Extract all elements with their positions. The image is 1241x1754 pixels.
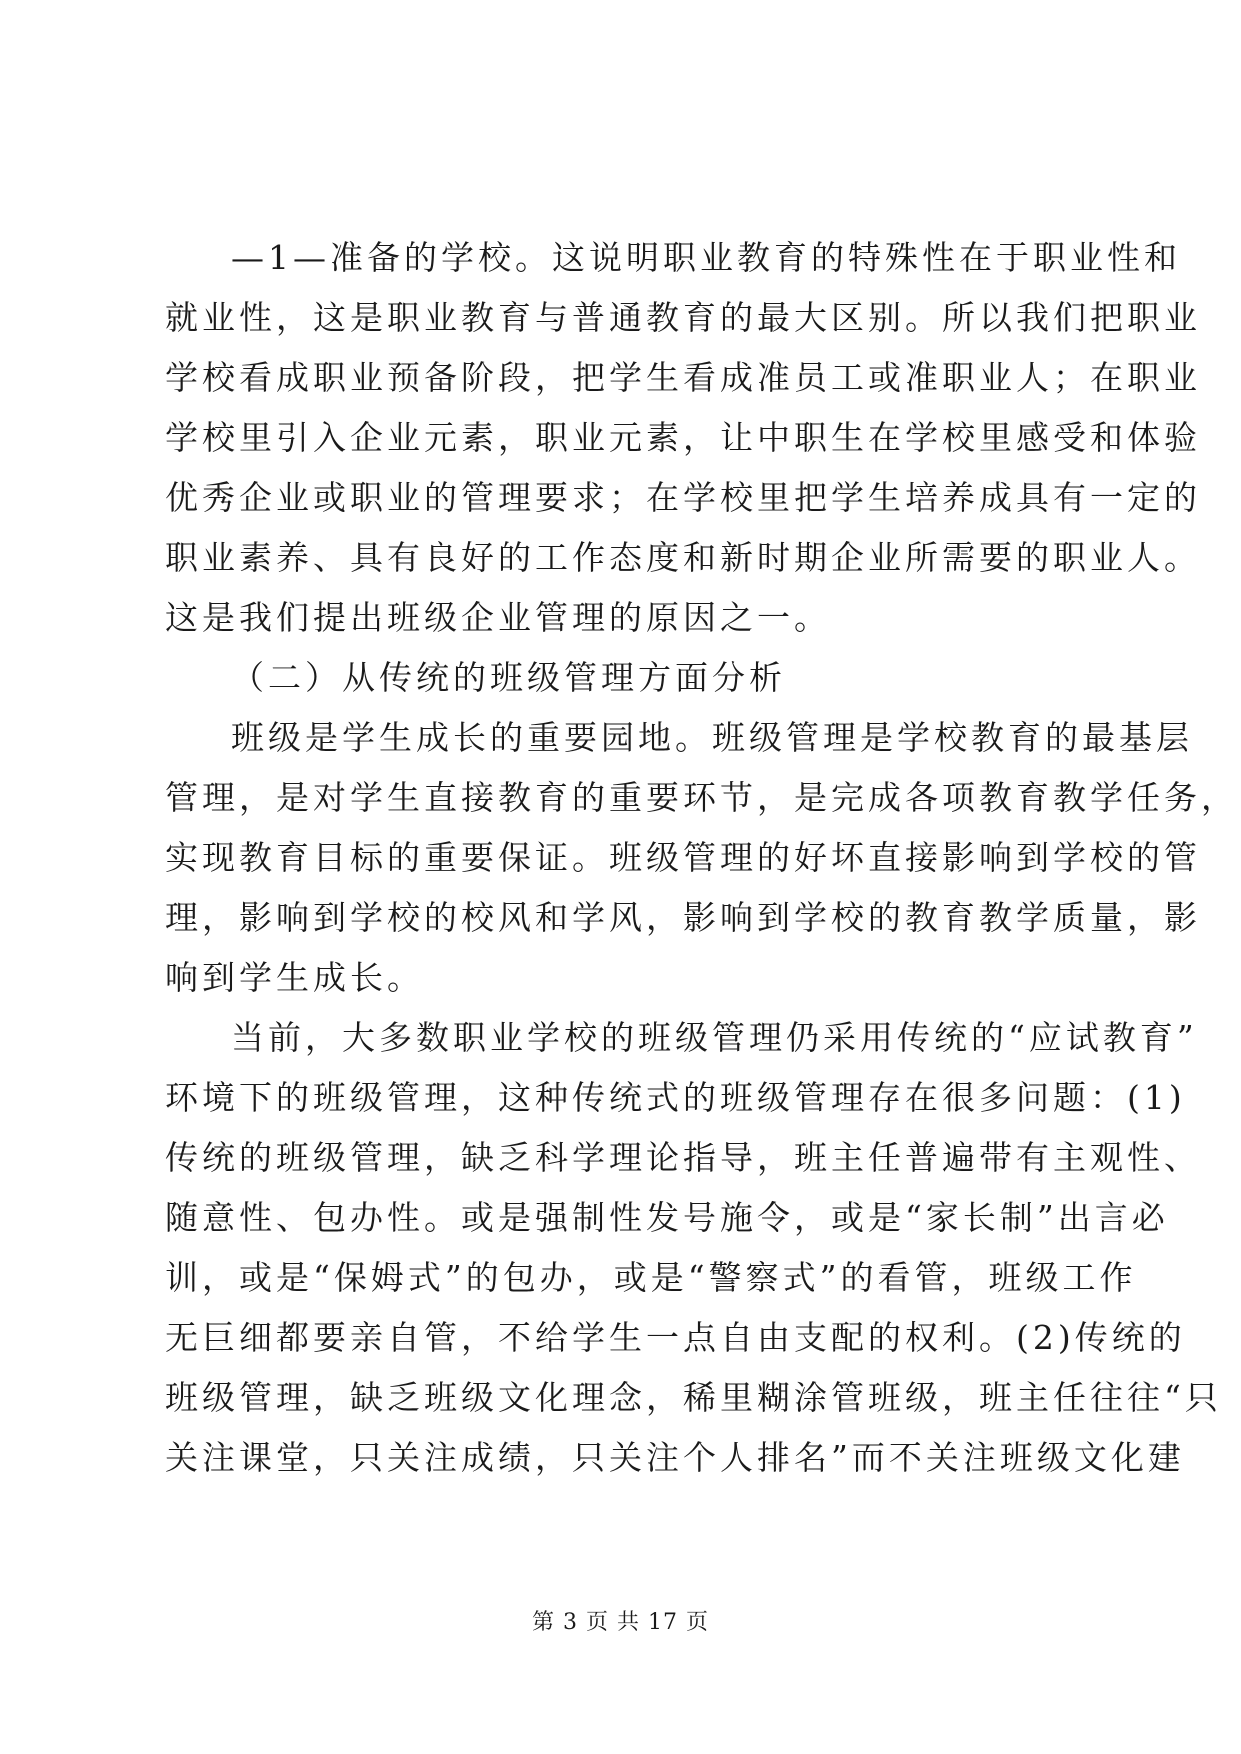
text-line: 响到学生成长。 [165, 958, 424, 997]
text-line: —1—准备的学校。这说明职业教育的特殊性在于职业性和 [231, 238, 1181, 277]
text-line: 理，影响到学校的校风和学风，影响到学校的教育教学质量，影 [165, 898, 1201, 937]
text-line: 班级管理，缺乏班级文化理念，稀里糊涂管班级，班主任往往“只 [165, 1378, 1222, 1417]
text-line: 学校看成职业预备阶段，把学生看成准员工或准职业人；在职业 [165, 358, 1201, 397]
text-line: 班级是学生成长的重要园地。班级管理是学校教育的最基层 [231, 718, 1193, 757]
text-line: 关注课堂，只关注成绩，只关注个人排名”而不关注班级文化建 [165, 1438, 1185, 1477]
text-line: 实现教育目标的重要保证。班级管理的好坏直接影响到学校的管 [165, 838, 1201, 877]
text-line: 职业素养、具有良好的工作态度和新时期企业所需要的职业人。 [165, 538, 1201, 577]
text-line: 无巨细都要亲自管，不给学生一点自由支配的权利。(2)传统的 [165, 1318, 1186, 1357]
text-line: 训，或是“保姆式”的包办，或是“警察式”的看管，班级工作 [165, 1258, 1137, 1297]
text-line: 随意性、包办性。或是强制性发号施令，或是“家长制”出言必 [165, 1198, 1169, 1237]
page-footer: 第 3 页 共 17 页 [532, 1610, 709, 1635]
text-line: 环境下的班级管理，这种传统式的班级管理存在很多问题：(1) [165, 1078, 1186, 1117]
text-line: 传统的班级管理，缺乏科学理论指导，班主任普遍带有主观性、 [165, 1138, 1201, 1177]
document-body [165, 228, 1238, 1488]
text-line: 就业性，这是职业教育与普通教育的最大区别。所以我们把职业 [165, 298, 1201, 337]
text-line: 学校里引入企业元素，职业元素，让中职生在学校里感受和体验 [165, 418, 1201, 457]
text-line: 优秀企业或职业的管理要求；在学校里把学生培养成具有一定的 [165, 478, 1201, 517]
section-heading: （二）从传统的班级管理方面分析 [231, 658, 786, 697]
text-line: 这是我们提出班级企业管理的原因之一。 [165, 598, 831, 637]
text-line: 管理，是对学生直接教育的重要环节，是完成各项教育教学任务， [165, 778, 1238, 817]
text-line: 当前，大多数职业学校的班级管理仍采用传统的“应试教育” [231, 1018, 1198, 1057]
